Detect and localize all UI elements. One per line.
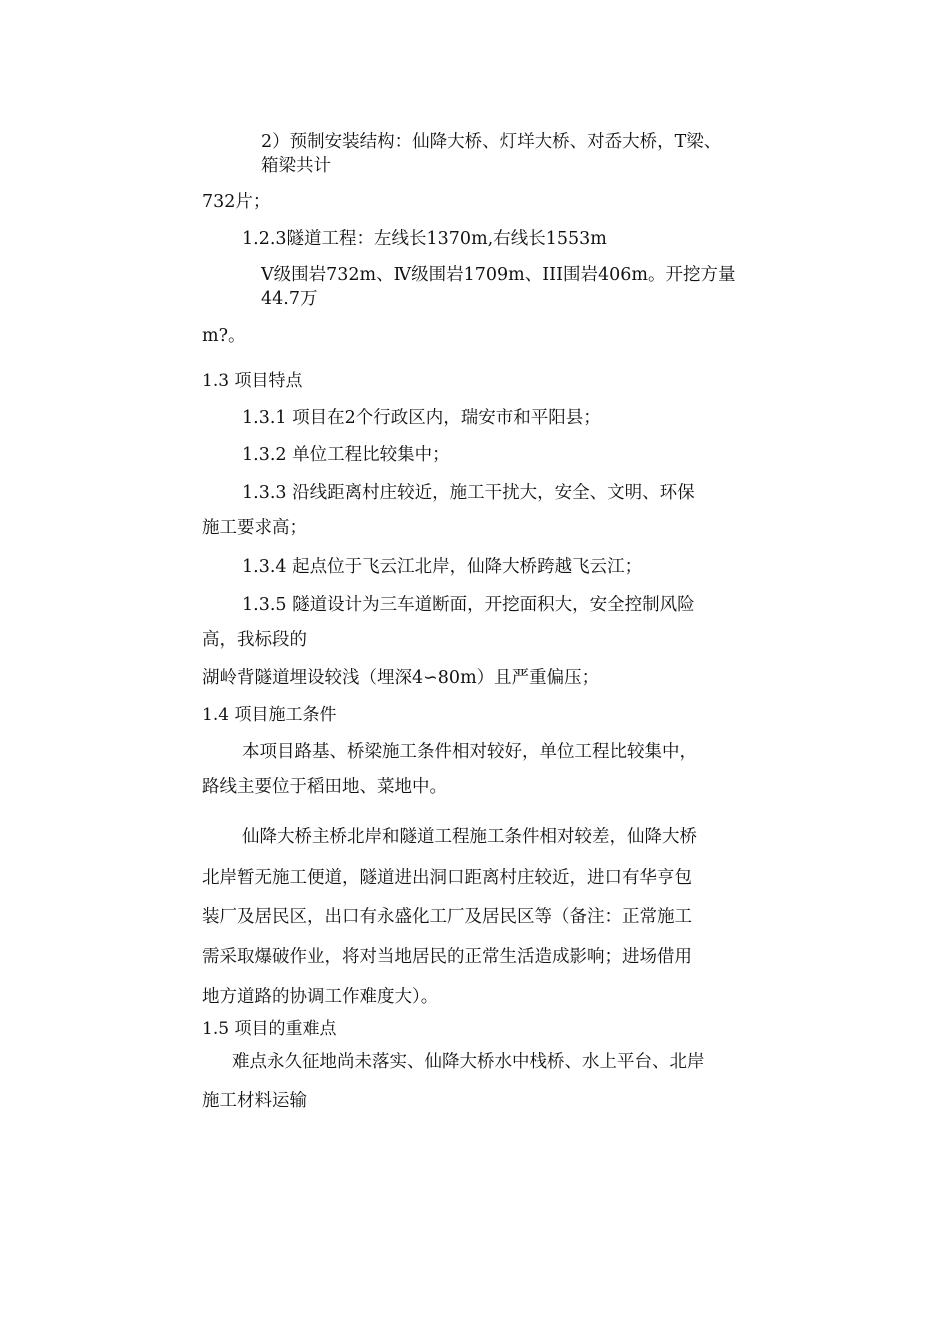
body-line: 仙降大桥主桥北岸和隧道工程施工条件相对较差，仙降大桥 bbox=[242, 827, 697, 847]
body-line: Ⅴ级围岩732m、Ⅳ级围岩1709m、III围岩406m。开挖方量 bbox=[261, 265, 736, 285]
body-line: 高，我标段的 bbox=[202, 630, 307, 650]
body-line: 1.3.4 起点位于飞云江北岸，仙降大桥跨越飞云江； bbox=[242, 557, 643, 577]
body-line: m?。 bbox=[202, 326, 246, 346]
section-heading: 1.5 项目的重难点 bbox=[202, 1019, 337, 1039]
body-line: 北岸暂无施工便道，隧道进出洞口距离村庄较近，进口有华亨包 bbox=[202, 868, 692, 888]
body-line: 1.3.1 项目在2个行政区内，瑞安市和平阳县； bbox=[242, 408, 601, 428]
body-line: 装厂及居民区，出口有永盛化工厂及居民区等（备注：正常施工 bbox=[202, 907, 692, 927]
body-line: 地方道路的协调工作难度大）。 bbox=[202, 987, 439, 1007]
body-line: 施工材料运输 bbox=[202, 1091, 307, 1111]
body-line: 湖岭背隧道埋设较浅（埋深4∽80m）且严重偏压； bbox=[202, 668, 600, 688]
body-line: 本项目路基、桥梁施工条件相对较好，单位工程比较集中， bbox=[242, 742, 697, 762]
body-line: 箱梁共计 bbox=[261, 156, 331, 176]
body-line: 732片； bbox=[202, 192, 271, 212]
body-line: 路线主要位于稻田地、菜地中。 bbox=[202, 777, 447, 797]
body-line: 1.3.2 单位工程比较集中； bbox=[242, 445, 450, 465]
body-line: 1.3.5 隧道设计为三车道断面，开挖面积大，安全控制风险 bbox=[242, 595, 695, 615]
body-line: 施工要求高； bbox=[202, 518, 307, 538]
body-line: 2）预制安装结构：仙降大桥、灯垟大桥、对岙大桥，T梁、 bbox=[261, 132, 722, 152]
body-line: 44.7万 bbox=[261, 289, 318, 309]
body-line: 1.2.3隧道工程：左线长1370m,右线长1553m bbox=[242, 229, 607, 249]
section-heading: 1.4 项目施工条件 bbox=[202, 705, 337, 725]
section-heading: 1.3 项目特点 bbox=[202, 371, 303, 391]
body-line: 1.3.3 沿线距离村庄较近，施工干扰大，安全、文明、环保 bbox=[242, 483, 695, 503]
body-line: 难点永久征地尚未落实、仙降大桥水中栈桥、水上平台、北岸 bbox=[232, 1052, 705, 1072]
body-line: 需采取爆破作业，将对当地居民的正常生活造成影响；进场借用 bbox=[202, 947, 692, 967]
